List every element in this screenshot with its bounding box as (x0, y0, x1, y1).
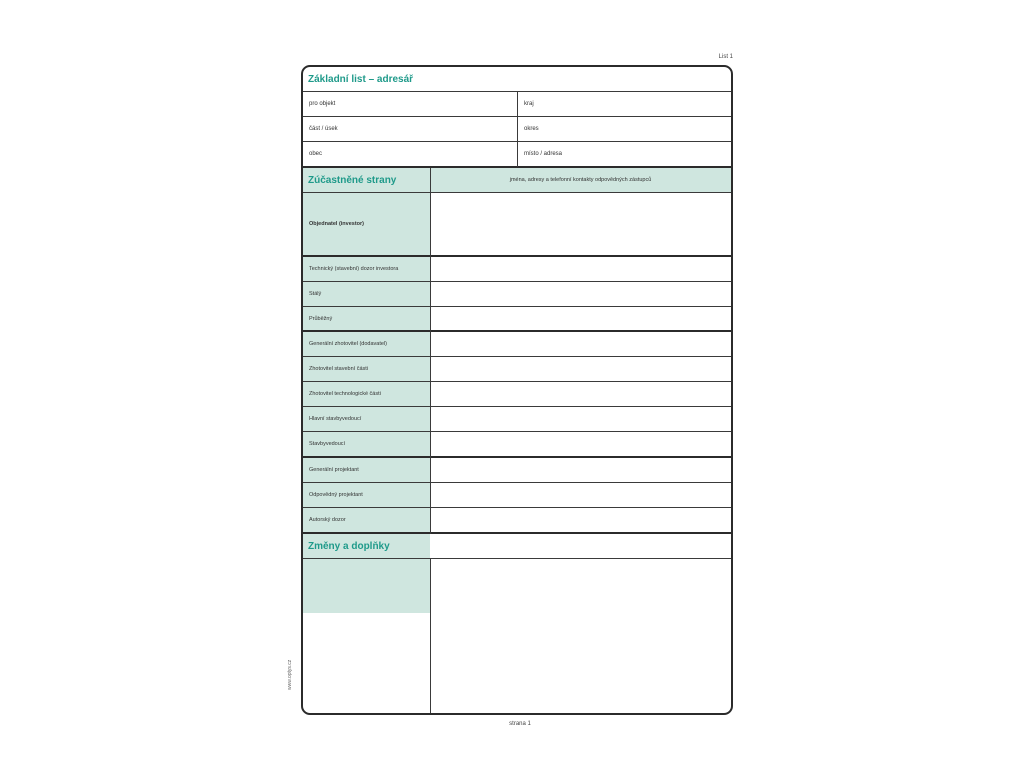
changes-date-cell[interactable] (303, 559, 430, 715)
party-row (303, 508, 731, 534)
sheet-label: List 1 (718, 54, 733, 60)
field-label-region: kraj (524, 101, 534, 107)
contacts-column-header: jména, adresy a telefonní kontakty odpovědných zástupců (509, 177, 652, 183)
basic-section-title: Základní list – adresář (308, 74, 414, 85)
changes-section-title: Změny a doplňky (308, 541, 390, 552)
party-label: Stavbyvedoucí (309, 441, 346, 447)
party-label: Generální projektant (309, 467, 359, 473)
party-row (303, 357, 731, 382)
field-label-municipality: obec (309, 151, 323, 157)
party-row (303, 282, 731, 307)
party-row (303, 432, 731, 458)
party-label: Zhotovitel stavební části (309, 366, 369, 372)
field-label-section: část / úsek (309, 126, 338, 132)
party-row (303, 307, 731, 332)
party-row (303, 407, 731, 432)
parties-header-row (303, 168, 731, 193)
party-row (303, 458, 731, 483)
party-label-investor: Objednatel (investor) (309, 221, 365, 227)
party-label: Odpovědný projektant (309, 492, 363, 498)
parties-section-title: Zúčastněné strany (308, 175, 397, 186)
party-row (303, 257, 731, 282)
field-label-address: místo / adresa (524, 151, 563, 157)
parties-column-divider (430, 168, 431, 534)
party-label: Průběžný (309, 316, 333, 322)
publisher-note: www.optys.cz (287, 659, 293, 690)
party-label: Generální zhotovitel (dodavatel) (309, 341, 387, 347)
form-sheet (301, 65, 733, 715)
party-label: Technický (stavební) dozor investora (309, 266, 399, 272)
party-label: Zhotovitel technologické části (309, 391, 381, 397)
field-label-object: pro objekt (309, 101, 336, 107)
party-label: Stálý (309, 291, 322, 297)
changes-title-row (303, 534, 731, 559)
party-row (303, 332, 731, 357)
party-row (303, 483, 731, 508)
party-row (303, 382, 731, 407)
field-label-district: okres (524, 126, 539, 132)
basic-title-row (303, 67, 731, 92)
page-number: strana 1 (509, 721, 531, 727)
investor-row (303, 193, 731, 257)
basic-column-divider (517, 92, 518, 167)
party-label: Autorský dozor (309, 517, 346, 523)
party-label: Hlavní stavbyvedoucí (309, 416, 362, 422)
changes-notes-cell[interactable] (431, 559, 731, 715)
